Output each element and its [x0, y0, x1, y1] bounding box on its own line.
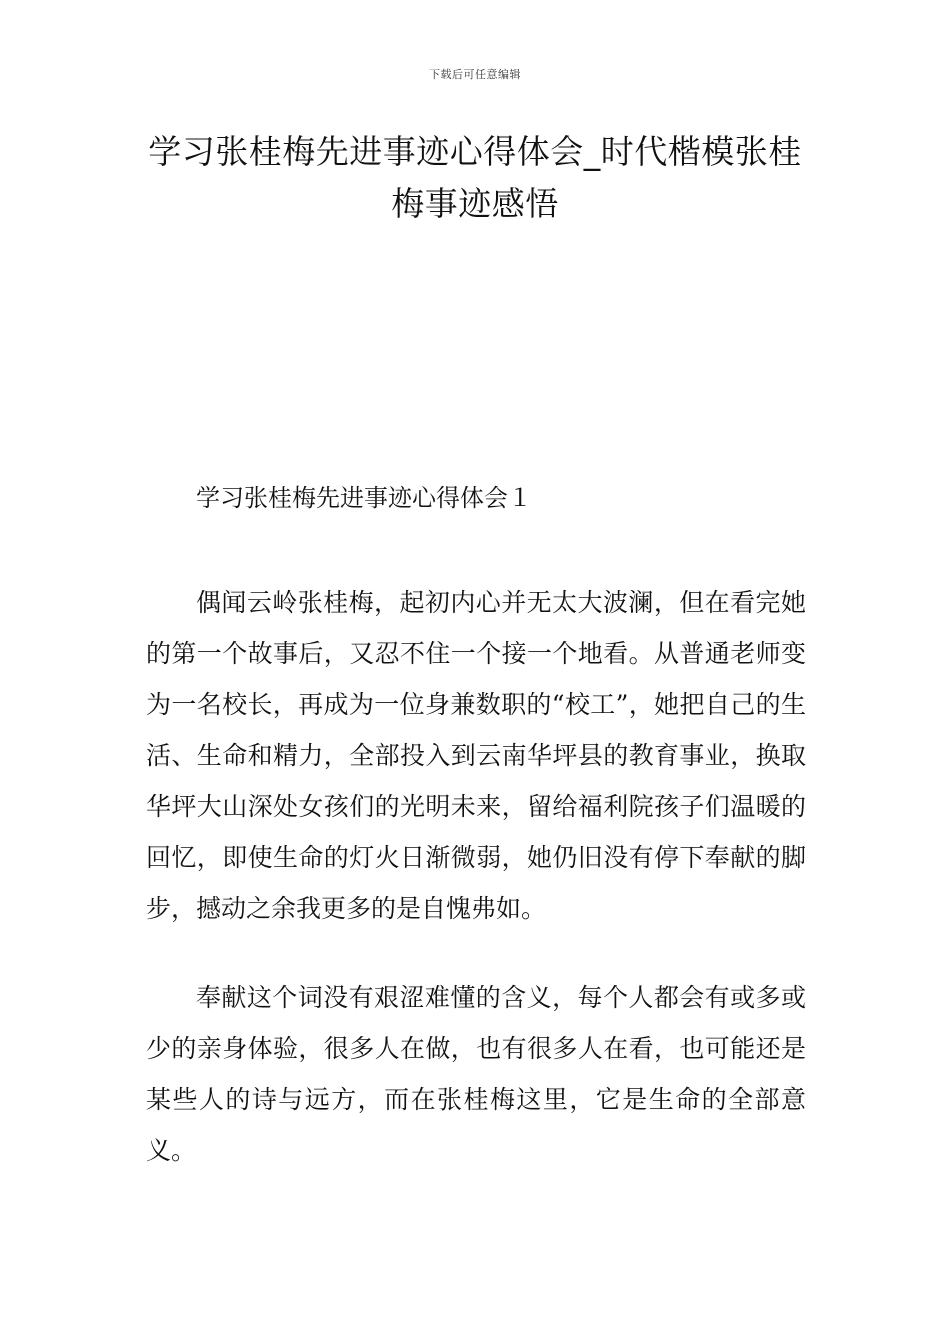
header-note: 下载后可任意编辑 — [429, 68, 521, 81]
section-heading: 学习张桂梅先进事迹心得体会１ — [196, 484, 532, 512]
paragraph-1: 偶闻云岭张桂梅，起初内心并无太大波澜，但在看完她的第一个故事后，又忍不住一个接一个地看。从普通老师变为一名校长，再成为一位身兼数职的“校工”，她把自己的生活、生命和精力，全部投入到云南华坪县的教育事业，换取华坪大山深处女孩们的光明未来，留给福利院孩子们温暖的回忆，即使生命的灯火日渐微弱，她仍旧没有停下奉献的脚步，撼动之余我更多的是自愧弗如。 — [146, 588, 806, 923]
paragraph-2: 奉献这个词没有艰涩难懂的含义，每个人都会有或多或少的亲身体验，很多人在做，也有很多人在看，也可能还是某些人的诗与远方，而在张桂梅这里，它是生命的全部意义。 — [146, 983, 806, 1165]
document-title: 学习张桂梅先进事迹心得体会_时代楷模张桂梅事迹感悟 — [148, 132, 802, 223]
